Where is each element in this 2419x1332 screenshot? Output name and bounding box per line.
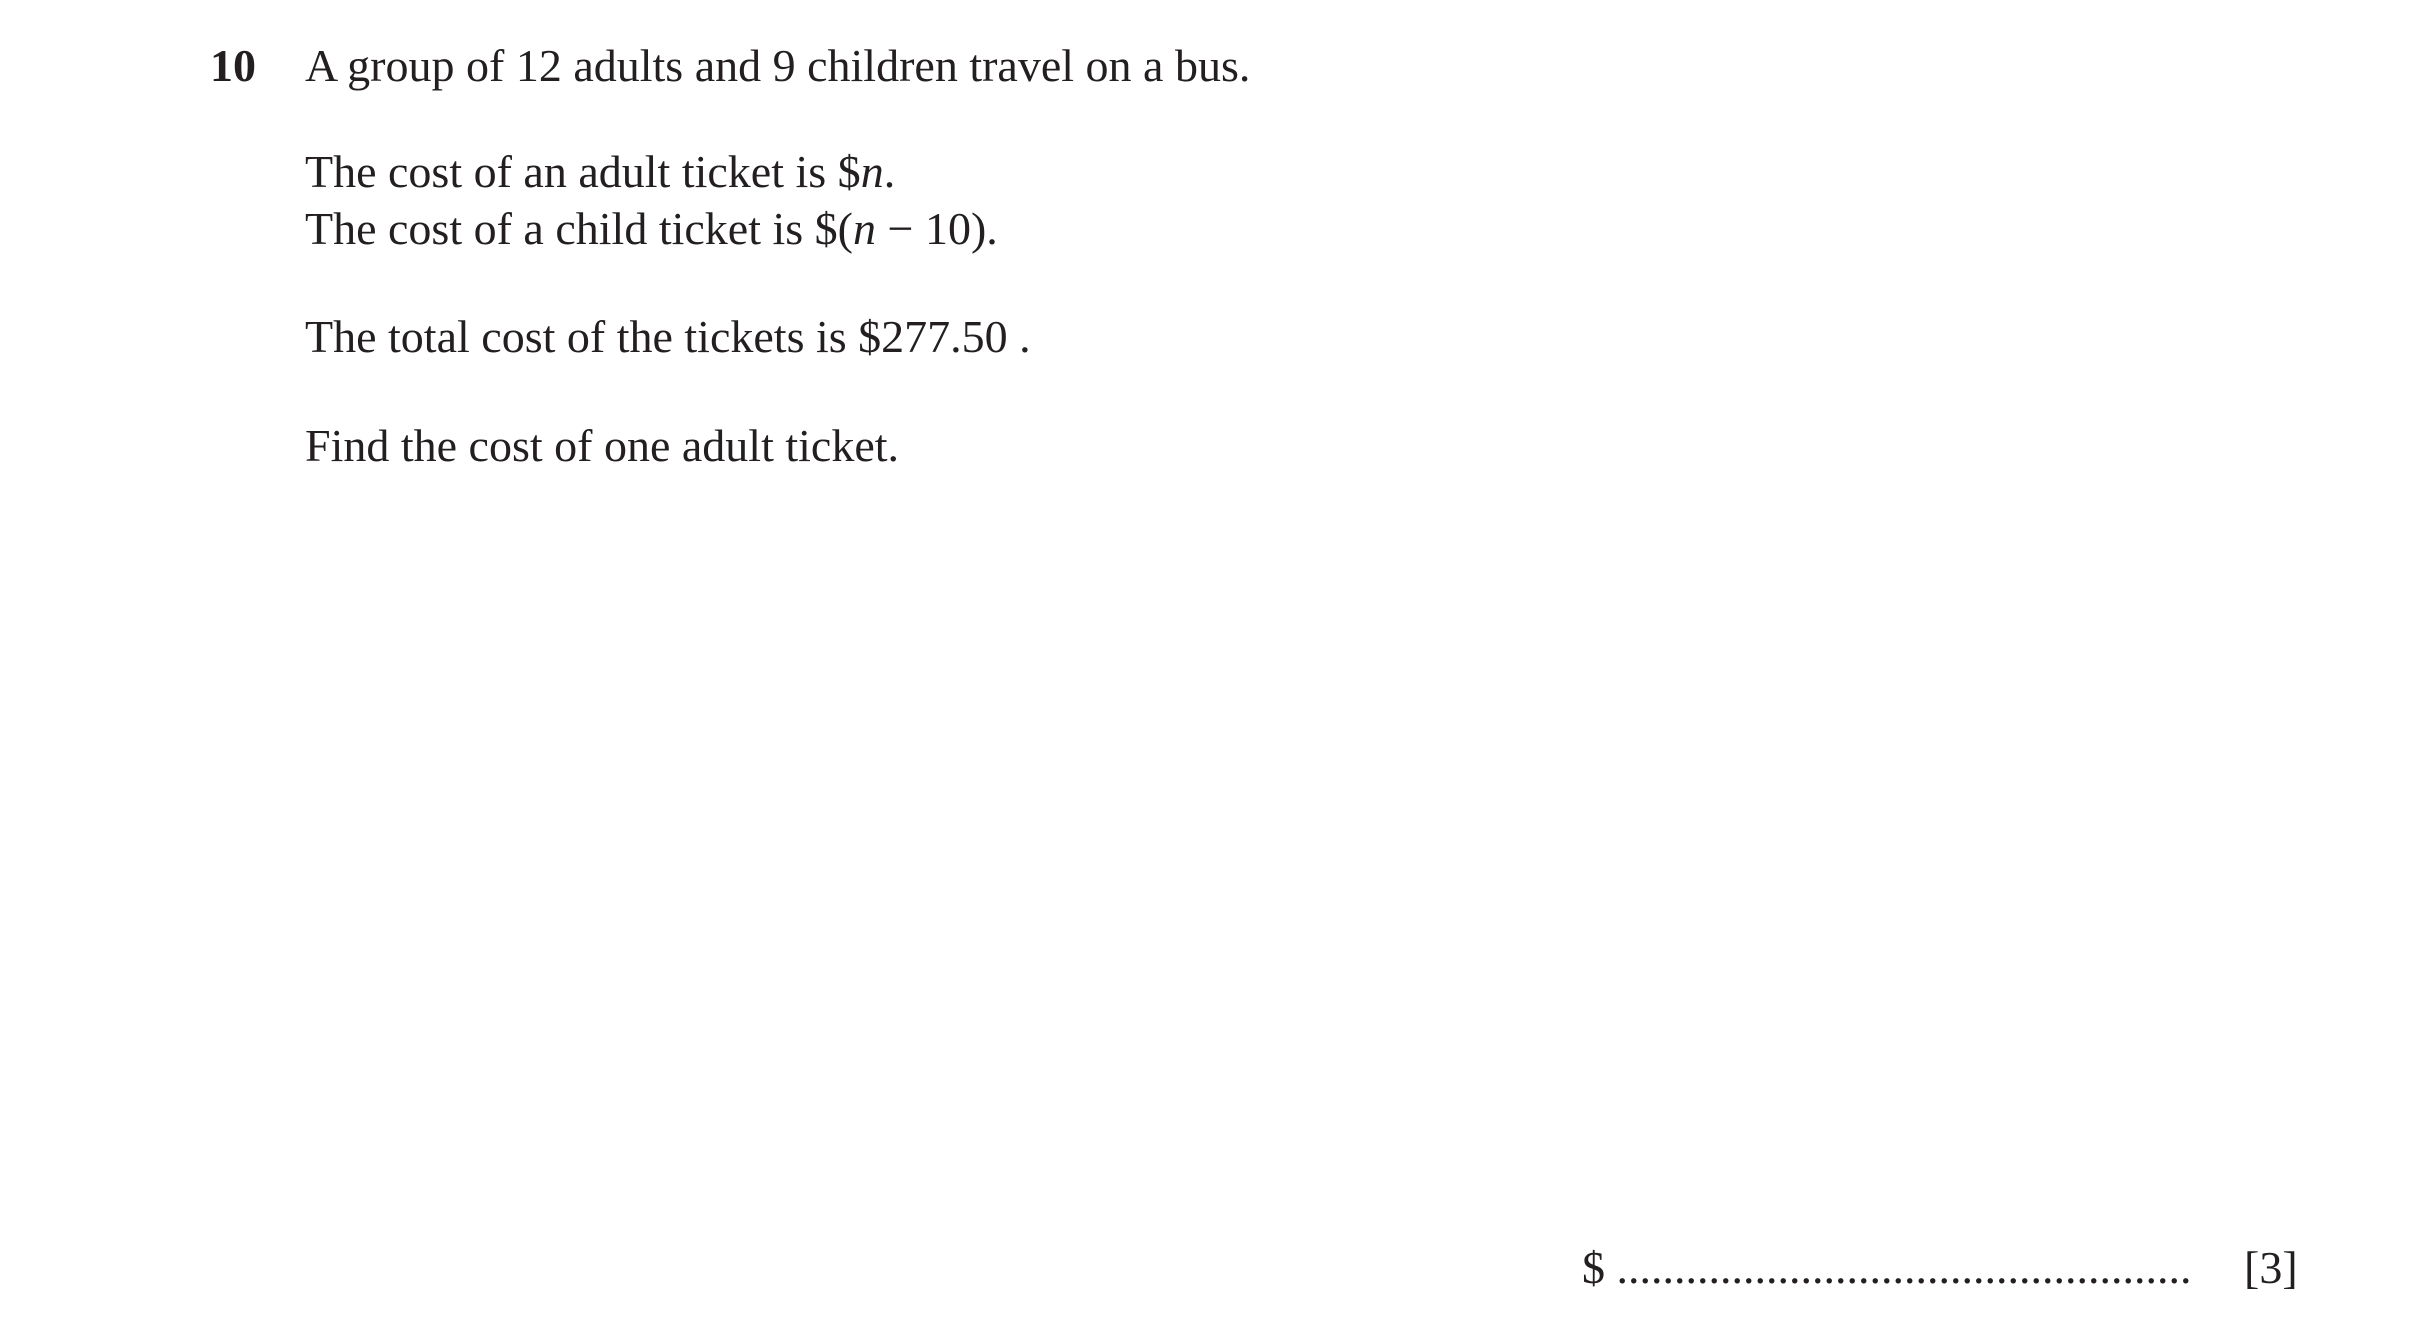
child-ticket-cost xyxy=(305,197,998,261)
adult-cost-suffix: . xyxy=(883,146,896,197)
child-cost-variable: n xyxy=(853,203,877,254)
adult-ticket-cost xyxy=(305,140,895,204)
answer-currency: $ xyxy=(1582,1242,1605,1293)
total-cost: The total cost of the tickets is $277.50 . xyxy=(305,311,1031,362)
answer-dots: .................................................. xyxy=(1616,1242,2192,1293)
question-intro: A group of 12 adults and 9 children travel on a bus. xyxy=(305,40,1251,91)
child-cost-suffix: − 10). xyxy=(876,203,998,254)
marks-label: [3] xyxy=(2244,1242,2298,1293)
answer-line[interactable] xyxy=(1582,1236,2192,1300)
question-number: 10 xyxy=(210,40,256,91)
adult-cost-prefix: The cost of an adult ticket is $ xyxy=(305,146,861,197)
child-cost-prefix: The cost of a child ticket is $( xyxy=(305,203,854,254)
question-task: Find the cost of one adult ticket. xyxy=(305,420,900,471)
adult-cost-variable: n xyxy=(860,146,884,197)
